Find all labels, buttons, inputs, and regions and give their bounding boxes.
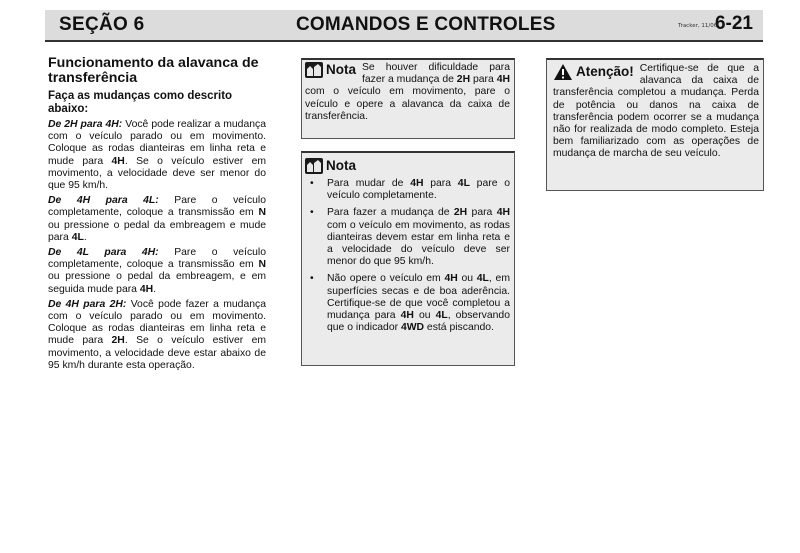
warning-badge: Atenção! (553, 63, 634, 81)
warning-text: Certifique-se de que a alavanca da caixa de transferência completou a mudança. Perda de potência ou danos na caixa de transferência podem ocorrer se a mudança não for realizada de modo completo. Esteja bem familiarizado com as operações de mudança de marcha de seu veículo. (553, 63, 759, 160)
note-box-1 (301, 58, 515, 139)
note-icon (305, 158, 323, 174)
paragraph-4h-to-4l: De 4H para 4L: Pare o veículo completamente, coloque a transmissão em N ou pressione o pedal da embreagem e mude para 4L. (48, 195, 267, 243)
note-box-2 (301, 151, 515, 366)
list-item: • Para mudar de 4H para 4L pare o veículo completamente. (305, 178, 510, 202)
note-icon (305, 62, 323, 78)
list-item: • Para fazer a mudança de 2H para 4H com o veículo em movimento, as rodas dianteiras devem estar em linha reta e a velocidade do veículo deve ser menor do que 95 km/h. (305, 207, 510, 268)
page-header (45, 10, 763, 42)
warning-triangle-icon (553, 63, 573, 81)
section-heading: Funcionamento da alavanca de transferência (48, 55, 259, 86)
note-badge: Nota (305, 62, 356, 78)
page-number: 6-21 (714, 13, 753, 34)
note-2-list (305, 178, 510, 334)
section-label: SEÇÃO 6 (59, 14, 145, 35)
list-item: • Não opere o veículo em 4H ou 4L, em superfícies secas e de boa aderência. Certifique-se de que você completou a mudança para 4H ou 4L, observando que o indicador 4WD está piscando. (305, 273, 510, 334)
note-badge: Nota (305, 158, 510, 174)
document-reference: Tracker, 11/06 (678, 23, 718, 29)
paragraph-2h-to-4h: De 2H para 4H: Você pode realizar a mudança com o veículo parado ou em movimento. Coloque as rodas dianteiras em linha reta e mude para 4H. Se o veículo estiver em movimento, a velocidade deve ser menor do que 95 km/h. (48, 119, 266, 192)
chapter-title: COMANDOS E CONTROLES (296, 14, 556, 35)
note-1-text: Se houver dificuldade para fazer a mudança de 2H para 4H com o veículo em movimento, pare o veículo e opere a alavanca da caixa de transferência. (305, 62, 510, 122)
paragraph-4l-to-4h: De 4L para 4H: Pare o veículo completamente, coloque a transmissão em N ou pressione o pedal da embreagem, e em seguida mude para 4H. (48, 247, 267, 295)
intro-line: Faça as mudanças como descrito abaixo: (48, 90, 233, 115)
left-column (48, 56, 266, 375)
warning-box (546, 58, 764, 191)
paragraph-4h-to-2h: De 4H para 2H: Você pode fazer a mudança com o veículo parado ou em movimento. Coloque as rodas dianteiras em linha reta e mude para 2H. Se o veículo estiver em movimento, a velocidade deve estar abaixo de 95 km/h durante esta operação. (48, 298, 266, 371)
